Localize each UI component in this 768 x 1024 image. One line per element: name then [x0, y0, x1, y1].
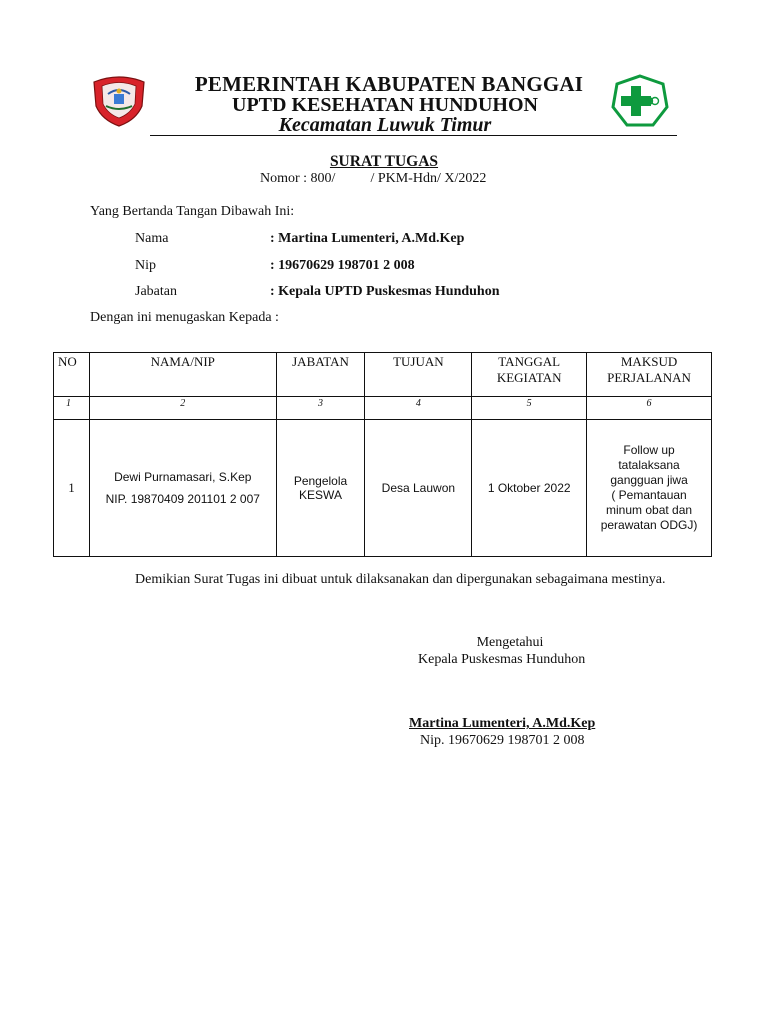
cell-nama-nip: [89, 420, 276, 557]
cell-maksud-line: perawatan ODGJ): [600, 518, 698, 532]
assignment-table: [53, 352, 712, 557]
header-divider: [150, 135, 677, 136]
col-header-maksud-line2: PERJALANAN: [607, 370, 691, 385]
assignment-text: Dengan ini menugaskan Kepada :: [90, 310, 279, 325]
signer-position-value: : Kepala UPTD Puskesmas Hunduhon: [270, 284, 500, 299]
col-header-no: NO: [54, 353, 90, 397]
header-district-name: Kecamatan Luwuk Timur: [278, 114, 492, 136]
signature-acknowledgment: Mengetahui: [476, 635, 544, 650]
cell-jabatan-line2: KESWA: [299, 488, 342, 502]
signer-name-label: Nama: [135, 231, 169, 246]
cell-maksud: [587, 420, 712, 557]
closing-paragraph: Demikian Surat Tugas ini dibuat untuk dilaksanakan dan dipergunakan sebagaimana mestinya.: [135, 572, 666, 587]
cell-maksud-line: Follow up: [623, 443, 675, 457]
col-header-nama-nip: NAMA/NIP: [89, 353, 276, 397]
document-title: SURAT TUGAS: [329, 153, 439, 170]
cell-nama: Dewi Purnamasari, S.Kep: [114, 470, 252, 484]
col-number: 3: [276, 397, 365, 420]
col-header-maksud: [587, 353, 712, 397]
cell-tujuan: Desa Lauwon: [365, 420, 472, 557]
cell-maksud-line: minum obat dan: [606, 503, 693, 517]
cell-maksud-line: gangguan jiwa: [610, 473, 688, 487]
col-number: 2: [89, 397, 276, 420]
col-number: 1: [54, 397, 90, 420]
intro-text: Yang Bertanda Tangan Dibawah Ini:: [90, 204, 295, 219]
signature-name: Martina Lumenteri, A.Md.Kep: [409, 716, 596, 731]
table-row: [54, 420, 712, 557]
cell-jabatan: [276, 420, 365, 557]
col-header-tanggal-line1: TANGGAL: [498, 354, 561, 369]
cell-tanggal: 1 Oktober 2022: [472, 420, 587, 557]
table-header-row: [54, 353, 712, 397]
col-header-tujuan: TUJUAN: [365, 353, 472, 397]
table-column-number-row: [54, 397, 712, 420]
signature-title: Kepala Puskesmas Hunduhon: [418, 652, 586, 667]
col-header-tanggal: [472, 353, 587, 397]
signer-position-label: Jabatan: [135, 284, 177, 299]
header-government-name: PEMERINTAH KABUPATEN BANGGAI: [194, 72, 584, 96]
signer-nip-label: Nip: [135, 258, 156, 273]
cell-no: 1: [54, 420, 90, 557]
cell-nip: NIP. 19870409 201101 2 007: [105, 492, 260, 506]
signer-name-value: : Martina Lumenteri, A.Md.Kep: [270, 231, 465, 246]
col-header-maksud-line1: MAKSUD: [620, 354, 678, 369]
signature-nip: Nip. 19670629 198701 2 008: [420, 733, 585, 748]
document-number: Nomor : 800/ / PKM-Hdn/ X/2022: [260, 171, 487, 186]
col-header-jabatan: JABATAN: [276, 353, 365, 397]
col-number: 4: [365, 397, 472, 420]
col-number: 6: [587, 397, 712, 420]
cell-maksud-line: ( Pemantauan: [611, 488, 687, 502]
header-office-name: UPTD KESEHATAN HUNDUHON: [232, 94, 538, 116]
cell-jabatan-line1: Pengelola: [293, 474, 348, 488]
cell-maksud-line: tatalaksana: [618, 458, 680, 472]
signer-nip-value: : 19670629 198701 2 008: [270, 258, 415, 273]
col-header-tanggal-line2: KEGIATAN: [496, 370, 562, 385]
col-number: 5: [472, 397, 587, 420]
